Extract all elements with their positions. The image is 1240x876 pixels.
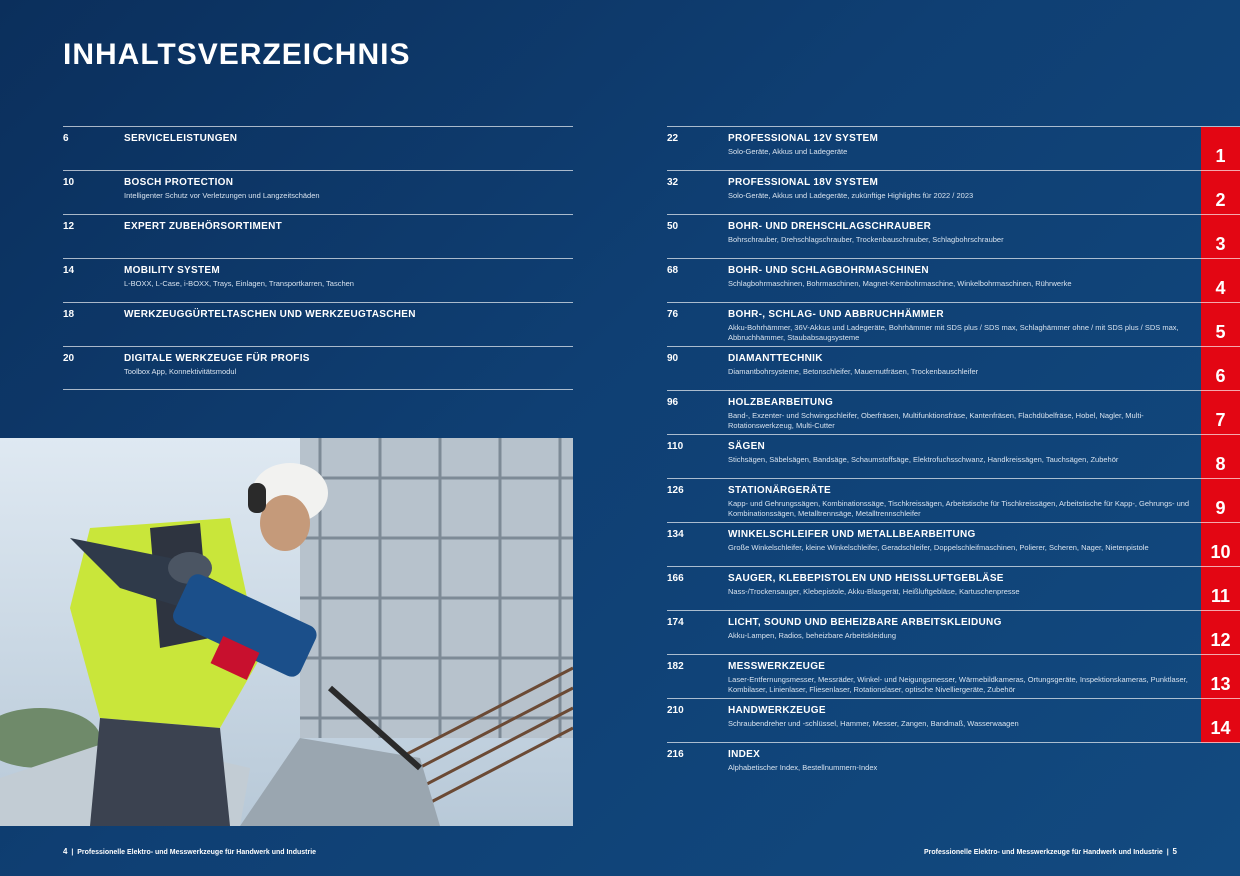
toc-entry[interactable] bbox=[667, 170, 1240, 214]
toc-subtitle: Kapp- und Gehrungssägen, Kombinationssäge, Tischkreissägen, Arbeitstische für Tischkreissägen, Arbeitstische für Kapp-, Gehrungs- und Kombinationssägen, Metalltrennsäge, Metalltrennschleifer bbox=[728, 499, 1190, 518]
footer-left-page: 4 bbox=[63, 847, 68, 856]
toc-entry[interactable] bbox=[667, 478, 1240, 522]
toc-page-number: 96 bbox=[667, 397, 679, 408]
toc-entry[interactable] bbox=[667, 346, 1240, 390]
toc-entry[interactable] bbox=[667, 610, 1240, 654]
toc-heading: MOBILITY SYSTEM bbox=[124, 265, 220, 276]
toc-subtitle: Große Winkelschleifer, kleine Winkelschleifer, Geradschleifer, Doppelschleifmaschinen, Polierer, Scheren, Nager, Nietenpistole bbox=[728, 543, 1149, 552]
toc-page-number: 68 bbox=[667, 265, 679, 276]
chapter-tab[interactable]: 14 bbox=[1201, 699, 1240, 743]
toc-page-number: 210 bbox=[667, 705, 684, 716]
footer-right bbox=[924, 847, 1177, 856]
footer-right-page: 5 bbox=[1172, 847, 1177, 856]
toc-entry[interactable] bbox=[667, 390, 1240, 434]
toc-subtitle: Nass-/Trockensauger, Klebepistole, Akku-Blasgerät, Heißluftgebläse, Kartuschenpresse bbox=[728, 587, 1020, 596]
toc-heading: LICHT, SOUND UND BEHEIZBARE ARBEITSKLEIDUNG bbox=[728, 617, 1002, 628]
toc-subtitle: Schraubendreher und -schlüssel, Hammer, Messer, Zangen, Bandmaß, Wasserwaagen bbox=[728, 719, 1019, 728]
toc-heading: INDEX bbox=[728, 749, 761, 760]
toc-subtitle: L-BOXX, L-Case, i-BOXX, Trays, Einlagen, Transportkarren, Taschen bbox=[124, 279, 354, 288]
toc-page-number: 182 bbox=[667, 661, 684, 672]
chapter-tab[interactable]: 4 bbox=[1201, 259, 1240, 303]
toc-heading: MESSWERKZEUGE bbox=[728, 661, 826, 672]
chapter-tab[interactable]: 6 bbox=[1201, 347, 1240, 391]
toc-page-number: 50 bbox=[667, 221, 679, 232]
toc-heading: SÄGEN bbox=[728, 441, 766, 452]
toc-subtitle: Band-, Exzenter- und Schwingschleifer, Oberfräsen, Multifunktionsfräse, Kantenfräsen, Flachdübelfräse, Hobel, Nagler, Multi-Rotationswerkzeug, Multi-Cutter bbox=[728, 411, 1144, 430]
footer-left-separator: | bbox=[71, 849, 74, 856]
toc-heading: DIAMANTTECHNIK bbox=[728, 353, 823, 364]
footer-right-text: Professionelle Elektro- und Messwerkzeuge für Handwerk und Industrie bbox=[923, 849, 1163, 856]
toc-entry[interactable] bbox=[667, 522, 1240, 566]
toc-entry[interactable] bbox=[667, 302, 1240, 346]
chapter-tab[interactable]: 13 bbox=[1201, 655, 1240, 699]
toc-page-number: 126 bbox=[667, 485, 684, 496]
photo-illustration bbox=[0, 438, 573, 826]
toc-entry[interactable] bbox=[63, 214, 573, 258]
toc-heading: BOHR- UND SCHLAGBOHRMASCHINEN bbox=[728, 265, 929, 276]
footer-left bbox=[63, 847, 316, 856]
toc-page-number: 6 bbox=[63, 133, 69, 144]
toc-entry[interactable] bbox=[63, 346, 573, 390]
toc-subtitle: Akku-Lampen, Radios, beheizbare Arbeitskleidung bbox=[728, 631, 897, 640]
toc-right-column bbox=[667, 126, 1240, 786]
toc-entry[interactable] bbox=[667, 258, 1240, 302]
worker-photo bbox=[0, 438, 573, 826]
toc-heading: STATIONÄRGERÄTE bbox=[728, 485, 832, 496]
chapter-tab[interactable]: 7 bbox=[1201, 391, 1240, 435]
toc-subtitle: Alphabetischer Index, Bestellnummern-Index bbox=[728, 763, 878, 772]
chapter-tab[interactable]: 3 bbox=[1201, 215, 1240, 259]
toc-subtitle: Toolbox App, Konnektivitätsmodul bbox=[124, 367, 237, 376]
toc-page-number: 90 bbox=[667, 353, 679, 364]
toc-page-number: 166 bbox=[667, 573, 684, 584]
toc-entry[interactable] bbox=[667, 214, 1240, 258]
chapter-tab[interactable]: 10 bbox=[1201, 523, 1240, 567]
toc-subtitle: Intelligenter Schutz vor Verletzungen und Langzeitschäden bbox=[124, 191, 320, 200]
toc-page-number: 76 bbox=[667, 309, 679, 320]
toc-heading: WINKELSCHLEIFER UND METALLBEARBEITUNG bbox=[728, 529, 976, 540]
toc-page-number: 20 bbox=[63, 353, 75, 364]
toc-subtitle: Diamantbohrsysteme, Betonschleifer, Mauernutfräsen, Trockenbauschleifer bbox=[728, 367, 979, 376]
toc-page-number: 22 bbox=[667, 133, 679, 144]
toc-page-number: 134 bbox=[667, 529, 684, 540]
toc-subtitle: Stichsägen, Säbelsägen, Bandsäge, Schaumstoffsäge, Elektrofuchsschwanz, Handkreissägen, Tauchsägen, Zubehör bbox=[728, 455, 1119, 464]
toc-page-number: 10 bbox=[63, 177, 75, 188]
toc-page-number: 174 bbox=[667, 617, 684, 628]
toc-page-number: 14 bbox=[63, 265, 75, 276]
toc-entry[interactable] bbox=[667, 566, 1240, 610]
toc-entry[interactable] bbox=[667, 654, 1240, 698]
toc-heading: EXPERT ZUBEHÖRSORTIMENT bbox=[124, 221, 283, 232]
toc-heading: PROFESSIONAL 12V SYSTEM bbox=[728, 133, 879, 144]
toc-entry[interactable] bbox=[667, 698, 1240, 742]
toc-entry[interactable] bbox=[63, 126, 573, 170]
toc-subtitle: Bohrschrauber, Drehschlagschrauber, Trockenbauschrauber, Schlagbohrschrauber bbox=[728, 235, 1004, 244]
toc-heading: PROFESSIONAL 18V SYSTEM bbox=[728, 177, 879, 188]
toc-page-number: 216 bbox=[667, 749, 684, 760]
toc-heading: HANDWERKZEUGE bbox=[728, 705, 826, 716]
toc-heading: BOHR-, SCHLAG- UND ABBRUCHHÄMMER bbox=[728, 309, 944, 320]
toc-heading: SAUGER, KLEBEPISTOLEN UND HEISSLUFTGEBLÄSE bbox=[728, 573, 1004, 584]
toc-subtitle: Schlagbohrmaschinen, Bohrmaschinen, Magnet-Kernbohrmaschine, Winkelbohrmaschinen, Rührwerke bbox=[728, 279, 1072, 288]
toc-page-number: 12 bbox=[63, 221, 75, 232]
chapter-tab[interactable]: 11 bbox=[1201, 567, 1240, 611]
chapter-tab[interactable]: 5 bbox=[1201, 303, 1240, 347]
chapter-tab[interactable]: 12 bbox=[1201, 611, 1240, 655]
toc-subtitle: Solo-Geräte, Akkus und Ladegeräte, zukünftige Highlights für 2022 / 2023 bbox=[728, 191, 974, 200]
toc-page-number: 18 bbox=[63, 309, 75, 320]
toc-page-number: 110 bbox=[667, 441, 684, 452]
toc-entry[interactable] bbox=[63, 302, 573, 346]
toc-entry[interactable] bbox=[667, 434, 1240, 478]
toc-subtitle: Solo-Geräte, Akkus und Ladegeräte bbox=[728, 147, 848, 156]
toc-entry[interactable] bbox=[667, 126, 1240, 170]
chapter-tab[interactable]: 1 bbox=[1201, 127, 1240, 171]
toc-left-column bbox=[63, 126, 573, 390]
toc-page-number: 32 bbox=[667, 177, 679, 188]
chapter-tab[interactable]: 9 bbox=[1201, 479, 1240, 523]
toc-entry[interactable] bbox=[63, 258, 573, 302]
footer-right-separator: | bbox=[1166, 849, 1169, 856]
toc-entry[interactable] bbox=[667, 742, 1240, 786]
page-title: INHALTSVERZEICHNIS bbox=[63, 38, 411, 71]
toc-heading: BOHR- UND DREHSCHLAGSCHRAUBER bbox=[728, 221, 932, 232]
chapter-tab[interactable]: 8 bbox=[1201, 435, 1240, 479]
toc-heading: BOSCH PROTECTION bbox=[124, 177, 234, 188]
toc-heading: SERVICELEISTUNGEN bbox=[124, 133, 238, 144]
toc-subtitle: Laser-Entfernungsmesser, Messräder, Winkel- und Neigungsmesser, Wärmebildkameras, Ortungsgeräte, Inspektionskameras, Punktlaser, Kombilaser, Linienlaser, Fliesenlaser, Rotationslaser, optische Nivelliergeräte, Zubehör bbox=[728, 675, 1188, 694]
chapter-tab[interactable]: 2 bbox=[1201, 171, 1240, 215]
toc-heading: WERKZEUGGÜRTELTASCHEN UND WERKZEUGTASCHEN bbox=[124, 309, 416, 320]
toc-subtitle: Akku-Bohrhämmer, 36V-Akkus und Ladegeräte, Bohrhämmer mit SDS plus / SDS max, Schlaghämmer ohne / mit SDS plus / SDS max, Abbruchhämmer, Staubabsaugsysteme bbox=[728, 323, 1179, 342]
footer-left-text: Professionelle Elektro- und Messwerkzeuge für Handwerk und Industrie bbox=[77, 849, 317, 856]
toc-entry[interactable] bbox=[63, 170, 573, 214]
toc-heading: HOLZBEARBEITUNG bbox=[728, 397, 834, 408]
toc-heading: DIGITALE WERKZEUGE FÜR PROFIS bbox=[124, 353, 310, 364]
